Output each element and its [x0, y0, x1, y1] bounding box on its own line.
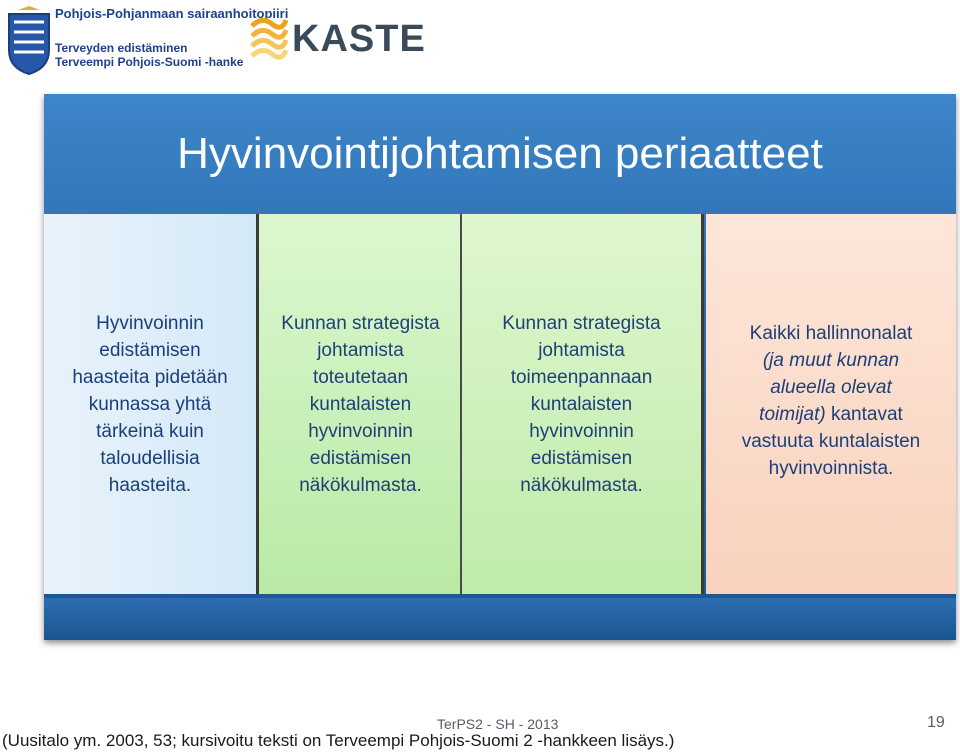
- slide-title: Hyvinvointijohtamisen periaatteet: [177, 129, 823, 178]
- card-text-line-mixed: [742, 401, 921, 428]
- card-text-line: edistämisen: [309, 447, 412, 469]
- card-text: kantavat: [825, 404, 903, 425]
- header: [0, 0, 960, 90]
- card-text-line: taloudellisia: [100, 447, 200, 469]
- card-text-line: haasteita pidetään: [72, 366, 228, 388]
- card-text-line: tärkeinä kuin: [96, 420, 204, 442]
- kaste-logo-text: KASTE: [292, 17, 426, 60]
- principle-card-3: [460, 214, 704, 594]
- slide-bottom-band: [44, 598, 956, 640]
- card-text-line: johtamista: [317, 339, 404, 361]
- card-text-line: toimeenpannaan: [510, 366, 653, 388]
- card-text-line: kunnassa yhtä: [88, 393, 212, 415]
- card-text-line: edistämisen: [99, 339, 201, 361]
- principle-card-2: [256, 214, 462, 594]
- card-text-line: toteutetaan: [312, 366, 409, 388]
- card-text-line: Kunnan strategista: [502, 312, 661, 334]
- card-text-line: Kunnan strategista: [281, 312, 440, 334]
- card-text-line: Kaikki hallinnonalat: [749, 323, 913, 344]
- principle-card-4: [706, 214, 956, 594]
- page-number: 19: [927, 714, 945, 731]
- principle-card-1: [44, 214, 256, 594]
- organization-name: Pohjois-Pohjanmaan sairaanhoitopiiri: [55, 6, 289, 21]
- card-text-line: edistämisen: [530, 447, 633, 469]
- card-text-line: hyvinvoinnin: [308, 420, 413, 442]
- footer-presentation-id: TerPS2 - SH - 2013: [437, 716, 559, 732]
- card-text-line: näkökulmasta.: [520, 474, 643, 496]
- card-text-line: vastuuta kuntalaisten: [741, 431, 921, 452]
- card-text-line: kuntalaisten: [530, 393, 633, 415]
- card-text-line: hyvinvoinnista.: [768, 458, 894, 479]
- card-text-line: hyvinvoinnin: [529, 420, 634, 442]
- citation-text: (Uusitalo ym. 2003, 53; kursivoitu teksti on Terveempi Pohjois-Suomi 2 -hankkeen lisäys.): [2, 731, 675, 750]
- project-line-2: Terveempi Pohjois-Suomi -hanke: [55, 55, 244, 69]
- card-text-line: kuntalaisten: [309, 393, 412, 415]
- project-line-1: Terveyden edistäminen: [55, 41, 188, 55]
- card-text-line: Hyvinvoinnin: [96, 312, 204, 334]
- coat-of-arms-icon: [6, 6, 52, 76]
- card-text-italic: toimijat): [759, 404, 826, 425]
- card-text-line: näkökulmasta.: [299, 474, 422, 496]
- card-text-line-italic: alueella olevat: [770, 377, 892, 398]
- card-text-line: haasteita.: [108, 474, 192, 496]
- kaste-logo: [248, 12, 426, 66]
- card-text-line: johtamista: [538, 339, 625, 361]
- kaste-wave-icon: [248, 12, 288, 66]
- card-text-line-italic: (ja muut kunnan: [762, 350, 900, 371]
